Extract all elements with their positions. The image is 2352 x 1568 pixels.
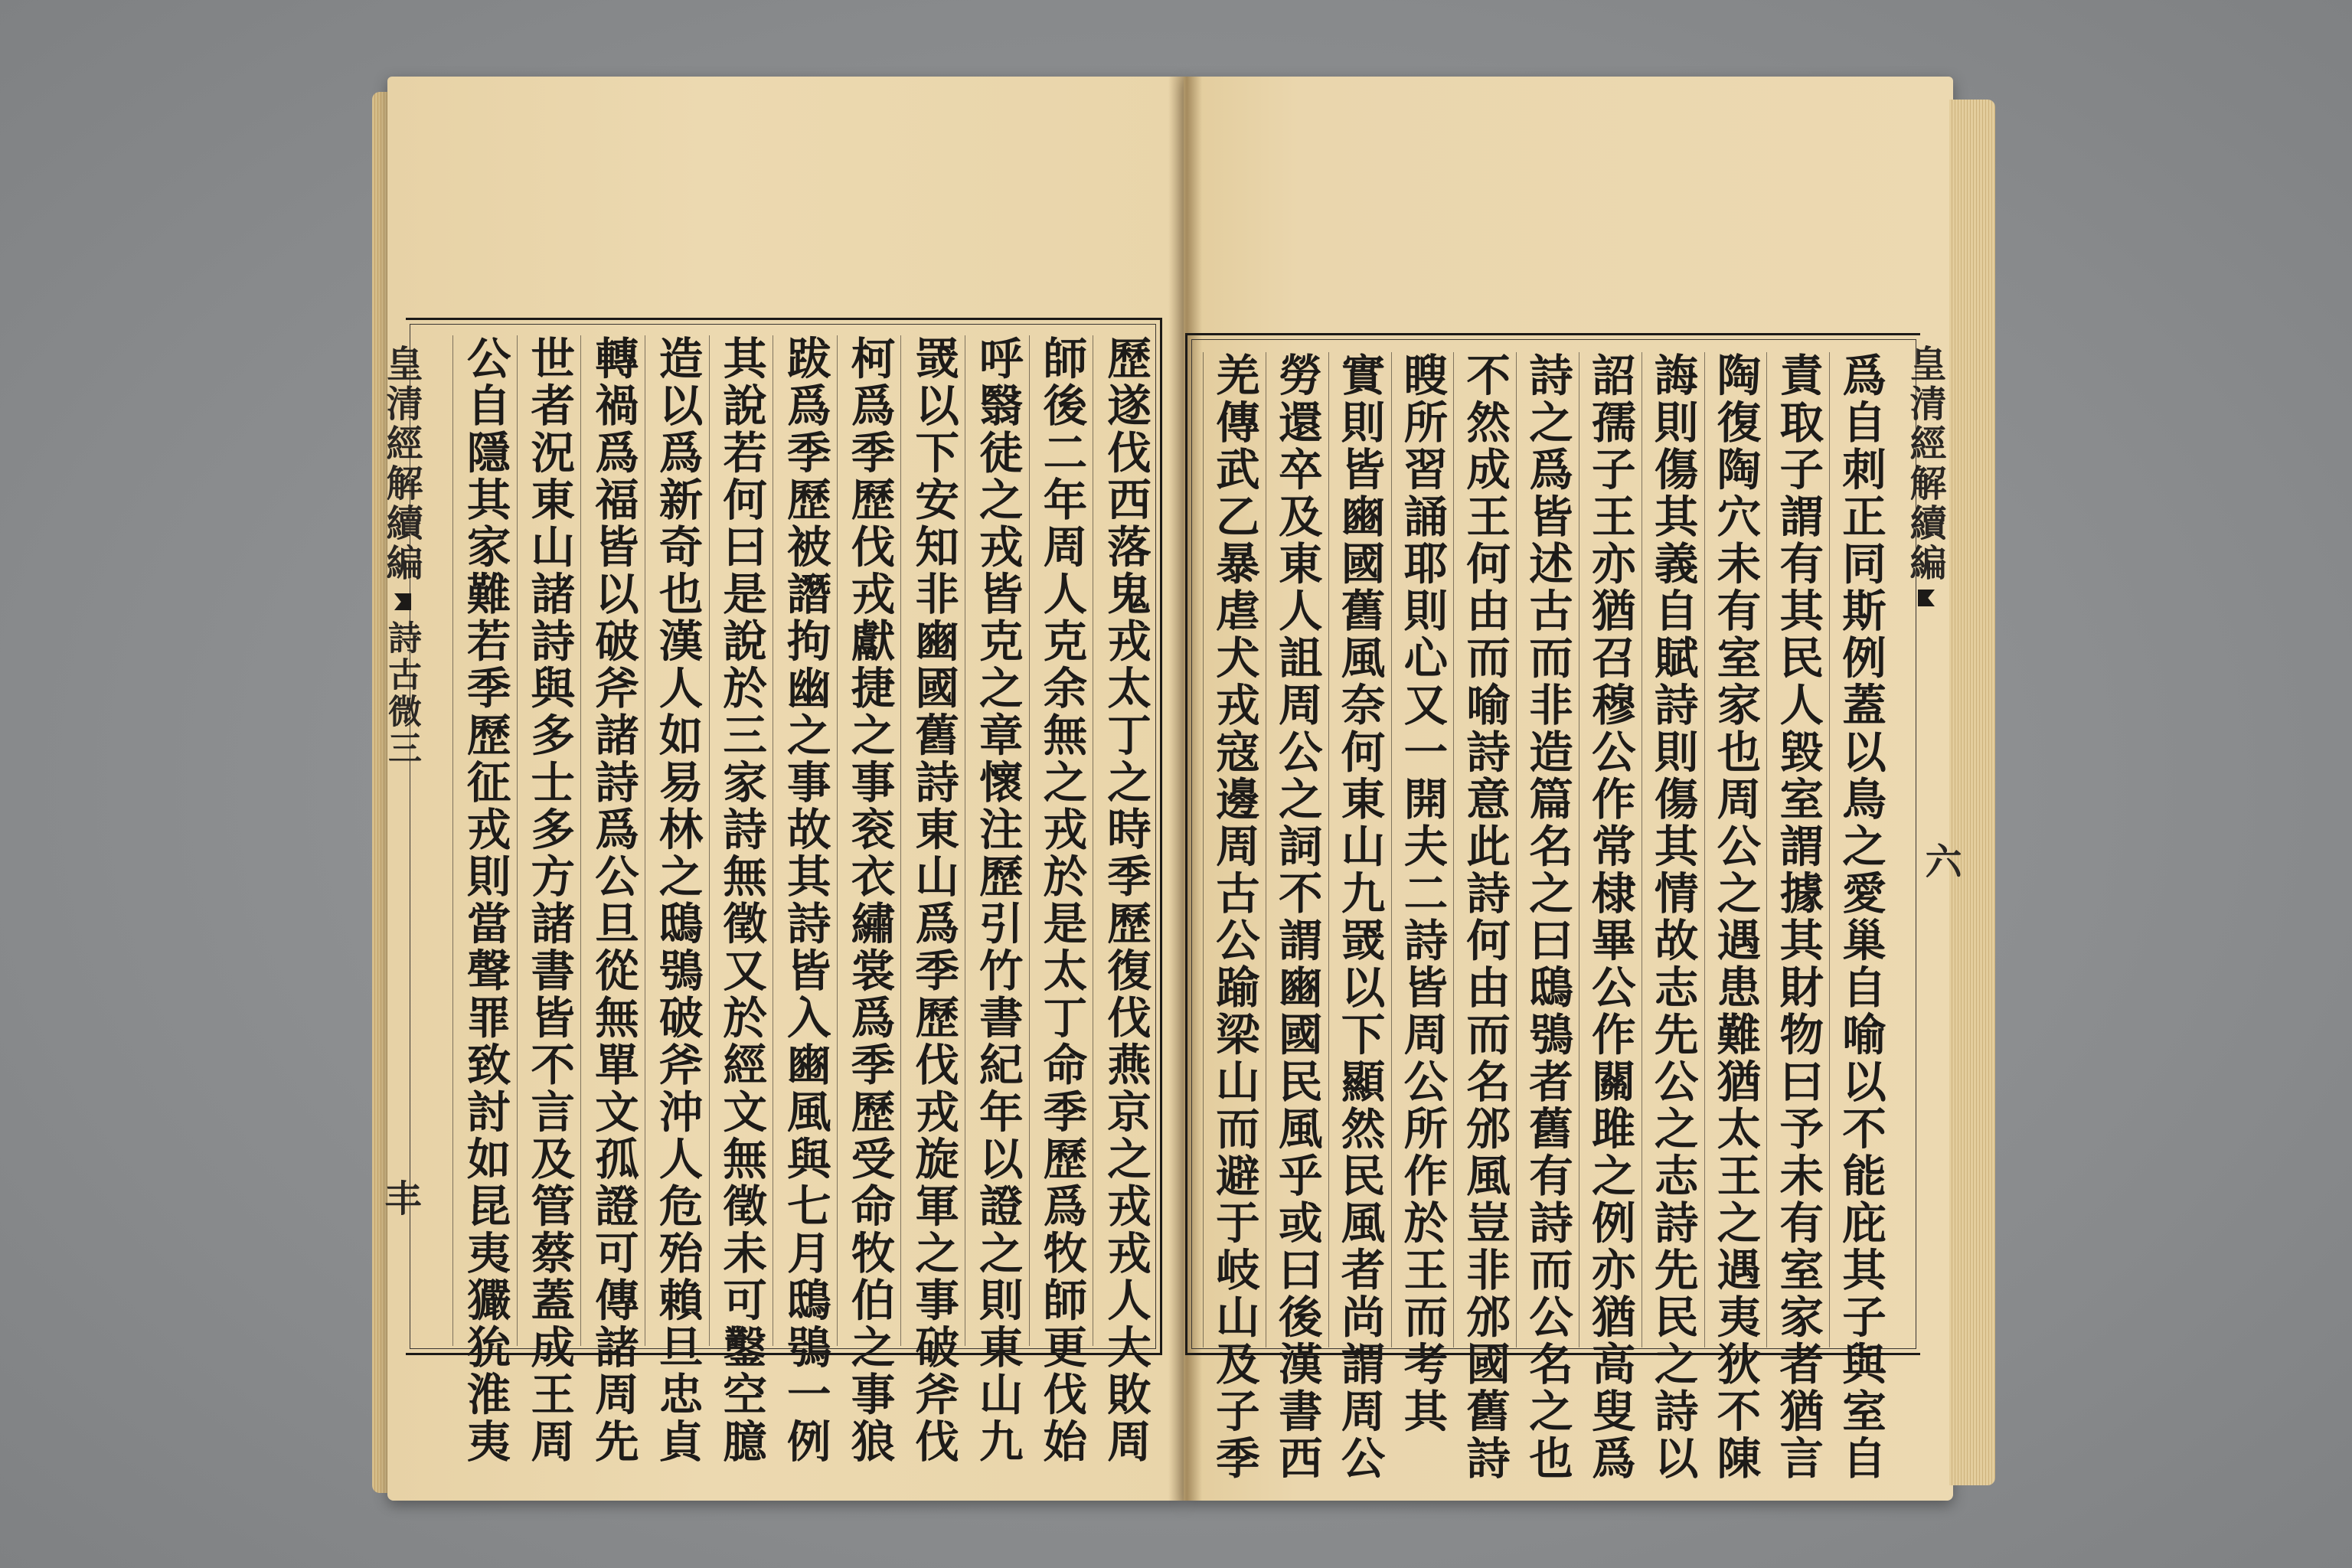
text-column: 不然成王何由而喻詩意此詩何由而名邠風豈非邠國舊詩 [1453, 352, 1507, 1348]
text-column: 實則皆豳國舊風奈何東山九罭以下顯然民風者尚謂周公 [1328, 352, 1382, 1348]
left-folio-number: 丰 [378, 1179, 421, 1216]
text-column: 罭以下安知非豳國舊詩東山爲季歷伐戎旋軍之事破斧伐 [900, 335, 956, 1346]
text-column: 誨則傷其義自賦詩則傷其情故志先公之志詩先民之詩以 [1642, 352, 1695, 1348]
text-column: 責取子謂有其民人毀室謂據其財物曰予未有室家者猶言 [1766, 352, 1820, 1348]
text-column: 歷遂伐西落鬼戎太丁之時季歷復伐燕京之戎戎人大敗周 [1093, 335, 1148, 1346]
right-folio-number: 六 [1919, 842, 1962, 879]
right-page-edges [1949, 100, 1995, 1485]
text-column: 柯爲季歷伐戎獻捷之事衮衣繡裳爲季歷受命牧伯之事狼 [837, 335, 892, 1346]
text-column: 勞還卒及東人詛周公之詞不謂豳國民風乎或曰後漢書西 [1266, 352, 1319, 1348]
text-column: 羌傳武乙暴虐犬戎寇邊周古公踰梁山而避于岐山及子季 [1203, 352, 1256, 1348]
right-page-text [1198, 352, 1887, 1482]
left-page-text [448, 335, 1152, 1465]
left-margin-subtitle: 詩古微三 [382, 620, 421, 767]
left-margin-title: 皇清經解續編 [380, 345, 423, 583]
text-column: 瞍所習誦耶則心又一開夫二詩皆周公所作於王而考其 [1391, 352, 1445, 1348]
text-column: 跋爲季歷被譖拘幽之事故其詩皆入豳風與七月鴟鴞一例 [773, 335, 828, 1346]
text-column: 呼翳徒之戎皆克之章懷注歷引竹書紀年以證之則東山九 [965, 335, 1020, 1346]
text-column: 詩之爲皆述古而非造篇名之曰鴟鴞者舊有詩而公名之也 [1516, 352, 1570, 1348]
text-column: 陶復陶穴未有室家也周公之遇患難猶太王之遇夷狄不陳 [1704, 352, 1758, 1348]
text-column: 師後二年周人克余無之戎於是太丁命季歷爲牧師更伐始 [1029, 335, 1084, 1346]
text-column: 造以爲新奇也漢人如易林之鴟鴞破斧沖人危殆賴旦忠貞 [645, 335, 700, 1346]
text-column: 其說若何曰是說於三家詩無徵又於經文無徵未可鑿空臆 [709, 335, 764, 1346]
text-column: 爲自刺正同斯例蓋以鳥之愛巢自喻以不能庇其子與室自 [1829, 352, 1883, 1348]
text-column: 公自隱其家難若季歷征戎則當聲罪致討如昆夷玁狁淮夷 [452, 335, 508, 1346]
right-margin-title: 皇清經解續編 [1903, 345, 1946, 583]
text-column: 詔孺子王亦猶召穆公作常棣畢公作關雎之例亦猶高叟爲 [1579, 352, 1632, 1348]
text-column: 世者況東山諸詩與多士多方諸書皆不言及管蔡蓋成王周 [517, 335, 572, 1346]
text-column: 轉禍爲福皆以破斧諸詩爲公旦從無單文孤證可傳諸周先 [580, 335, 635, 1346]
